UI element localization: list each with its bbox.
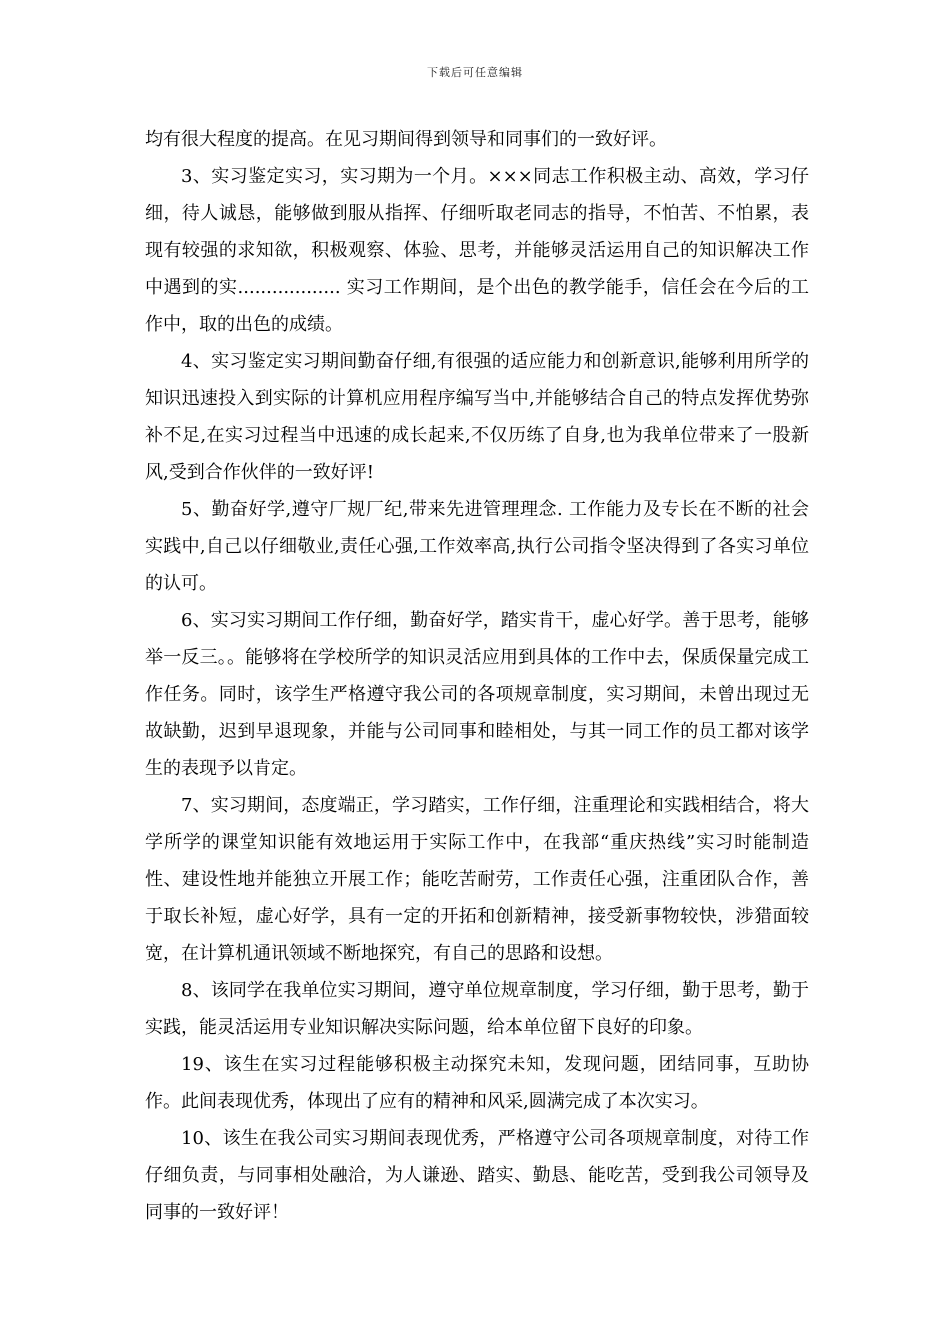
paragraph-item-8: 8、该同学在我单位实习期间，遵守单位规章制度，学习仔细，勤于思考，勤于实践，能灵活运用专业知识解决实际问题，给本单位留下良好的印象。 [145, 980, 809, 1038]
paragraph-item-6: 6、实习实习期间工作仔细，勤奋好学，踏实肯干，虚心好学。善于思考，能够举一反三。。能够将在学校所学的知识灵活应用到具体的工作中去，保质保量完成工作任务。同时，该学生严格遵守我公司的各项规章制度，实习期间，未曾出现过无故缺勤，迟到早退现象，并能与公司同事和睦相处，与其一同工作的员工都对该学生的表现予以肯定。 [145, 610, 809, 779]
page-header-note: 下载后可任意编辑 [427, 66, 523, 79]
paragraph-continuation: 均有很大程度的提高。在见习期间得到领导和同事们的一致好评。 [145, 129, 667, 150]
paragraph-item-5: 5、勤奋好学,遵守厂规厂纪,带来先进管理理念. 工作能力及专长在不断的社会实践中,自己以仔细敬业,责任心强,工作效率高,执行公司指令坚决得到了各实习单位的认可。 [145, 499, 809, 594]
paragraph-item-3: 3、实习鉴定实习，实习期为一个月。×××同志工作积极主动、高效，学习仔细，待人诚恳，能够做到服从指挥、仔细听取老同志的指导，不怕苦、不怕累，表现有较强的求知欲，积极观察、体验、思考，并能够灵活运用自己的知识解决工作中遇到的实.................. 实习工作期间，是个出色的教学能手，信任会在今后的工作中，取的出色的成绩。 [145, 166, 809, 335]
paragraph-item-7: 7、实习期间，态度端正，学习踏实，工作仔细，注重理论和实践相结合，将大学所学的课堂知识能有效地运用于实际工作中，在我部“重庆热线”实习时能制造性、建设性地并能独立开展工作；能吃苦耐劳，工作责任心强，注重团队合作，善于取长补短，虚心好学，具有一定的开拓和创新精神，接受新事物较快，涉猎面较宽，在计算机通讯领域不断地探究，有自己的思路和设想。 [145, 795, 809, 964]
paragraph-item-10: 10、该生在我公司实习期间表现优秀，严格遵守公司各项规章制度，对待工作仔细负责，与同事相处融洽，为人谦逊、踏实、勤恳、能吃苦，受到我公司领导及同事的一致好评！ [145, 1128, 809, 1223]
document-body [145, 121, 809, 1231]
paragraph-item-4: 4、实习鉴定实习期间勤奋仔细,有很强的适应能力和创新意识,能够利用所学的知识迅速投入到实际的计算机应用程序编写当中,并能够结合自己的特点发挥优势弥补不足,在实习过程当中迅速的成长起来,不仅历练了自身,也为我单位带来了一股新风,受到合作伙伴的一致好评! [145, 351, 809, 483]
paragraph-item-19: 19、该生在实习过程能够积极主动探究未知，发现问题，团结同事，互助协作。此间表现优秀，体现出了应有的精神和风采,圆满完成了本次实习。 [145, 1054, 809, 1112]
